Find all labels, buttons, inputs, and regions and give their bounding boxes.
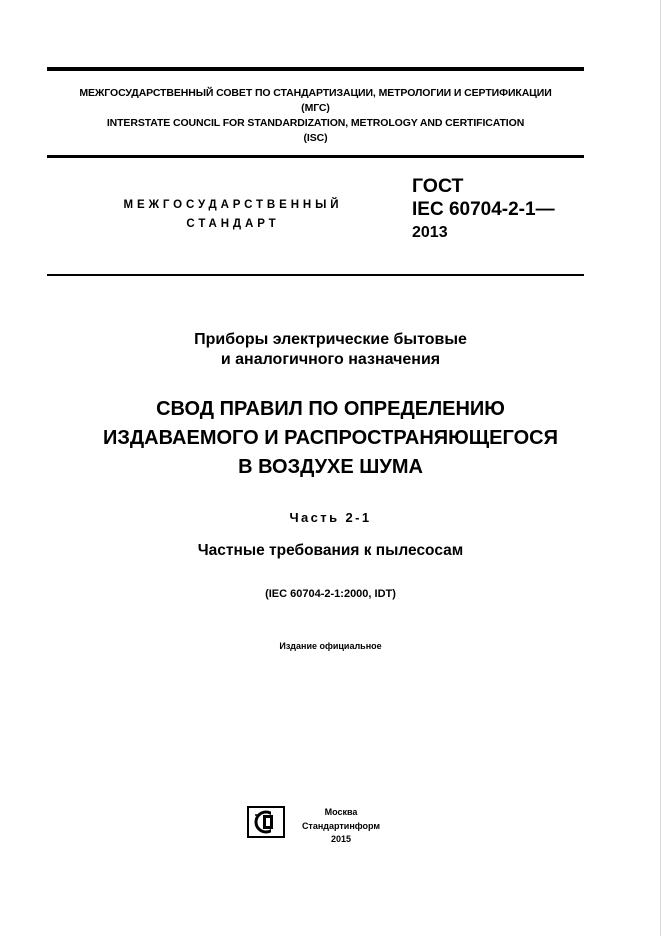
top-rule [47, 67, 584, 71]
standard-kind [100, 196, 366, 234]
part-title: Частные требования к пылесосам [197, 542, 464, 559]
publisher-block [292, 806, 390, 847]
gost-label: ГОСТ [412, 175, 464, 197]
subject-line1: Приборы электрические бытовые [194, 331, 467, 348]
part-label: Часть 2-1 [289, 510, 372, 525]
publisher-name: Стандартинформ [301, 820, 381, 831]
standard-kind-line2: СТАНДАРТ [186, 218, 280, 230]
gost-number: IEC 60704-2-1— [412, 199, 555, 220]
council-en-name: INTERSTATE COUNCIL FOR STANDARDIZATION, METROLOGY AND CERTIFICATION [106, 117, 525, 129]
document-title [47, 395, 614, 482]
council-block [47, 86, 584, 146]
edition-note: Издание официальное [279, 641, 382, 651]
title-line3: В ВОЗДУХЕ ШУМА [238, 456, 423, 478]
publication-year: 2015 [330, 834, 352, 844]
gost-year: 2013 [412, 224, 448, 241]
standartinform-logo-icon [247, 806, 285, 838]
subject-line2: и аналогичного назначения [220, 351, 441, 368]
bottom-rule [47, 274, 584, 276]
gost-designation [412, 174, 555, 244]
title-line1: СВОД ПРАВИЛ ПО ОПРЕДЕЛЕНИЮ [156, 398, 505, 420]
council-ru-abbr: (МГС) [301, 102, 330, 114]
document-subject [47, 330, 614, 370]
standard-kind-line1: МЕЖГОСУДАРСТВЕННЫЙ [123, 199, 343, 211]
council-ru-name: МЕЖГОСУДАРСТВЕННЫЙ СОВЕТ ПО СТАНДАРТИЗАЦИИ, МЕТРОЛОГИИ И СЕРТИФИКАЦИИ [79, 87, 552, 99]
council-en-abbr: (ISC) [303, 132, 328, 144]
middle-rule [47, 155, 584, 158]
publisher-city: Москва [324, 807, 358, 817]
iec-reference: (IEC 60704-2-1:2000, IDT) [265, 588, 396, 600]
title-line2: ИЗДАВАЕМОГО И РАСПРОСТРАНЯЮЩЕГОСЯ [103, 427, 558, 449]
